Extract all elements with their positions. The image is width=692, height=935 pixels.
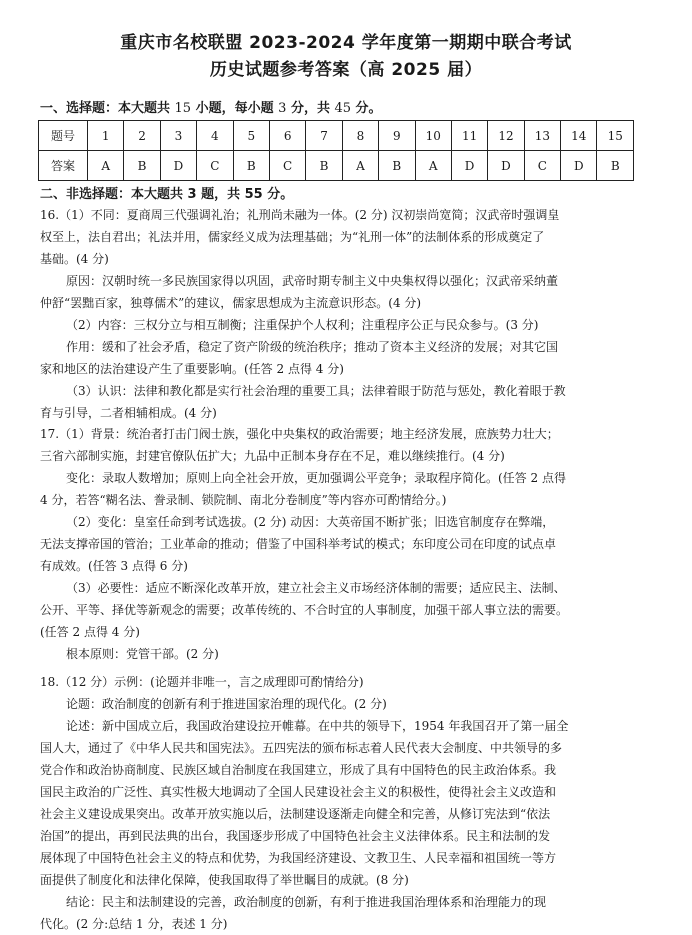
answer-line: 17.（1）背景：统治者打击门阀士族，强化中央集权的政治需要；地主经济发展，庶族势力壮大； [40,427,559,441]
answer-cell: A [415,151,451,181]
question-16-answer [40,204,640,424]
answer-cell: B [306,151,342,181]
question-number-cell: 9 [379,121,415,151]
section1-question-count: 15 [174,101,192,116]
section1-heading-part: 小题，每小题 [191,101,279,116]
answer-line: 结论：民主和法制建设的完善，政治制度的创新，有利于推进我国治理体系和治理能力的现 [66,895,547,909]
answer-line: 无法支撑帝国的管治；工业革命的推动；借鉴了中国科举考试的模式；东印度公司在印度的试点卓 [40,537,557,551]
question-number-cell: 14 [561,121,597,151]
section1-points-each: 3 [278,101,287,116]
question-number-cell: 13 [524,121,560,151]
section1-heading-part: 分。 [351,101,382,116]
question-number-cell: 12 [488,121,524,151]
answer-line: （3）认识：法律和教化都是实行社会治理的重要工具；法律着眼于防范与惩处，教化着眼于教 [66,384,566,398]
answer-line: 权至上，法自君出；礼法并用，儒家经义成为法理基础；为“礼刑一体”的法制体系的形成奠定了 [40,230,545,244]
answer-line: 育与引导，二者相辅相成。(4 分) [40,406,217,420]
answer-line: 18.（12 分）示例：(论题并非唯一，言之成理即可酌情给分) [40,675,364,689]
question-number-cell: 2 [124,121,160,151]
answer-line: 家和地区的法治建设产生了重要影响。(任答 2 点得 4 分) [40,362,344,376]
answer-cell: C [197,151,233,181]
answer-line: （2）内容：三权分立与相互制衡；注重保护个人权利；注重程序公正与民众参与。(3 分) [66,318,539,332]
answer-cell: D [451,151,487,181]
answer-line: 公开、平等、择优等新观念的需要；改革传统的、不合时宜的人事制度，加强干部人事立法的需要。 [40,603,569,617]
question-17-answer [40,423,640,665]
section1-heading-part: 一、选择题：本大题共 [40,101,175,116]
answer-cell: D [561,151,597,181]
answer-line: (任答 2 点得 4 分) [40,625,140,639]
question-number-cell: 1 [88,121,124,151]
answer-line: 有成效。(任答 3 点得 6 分) [40,559,188,573]
answer-cell: C [269,151,305,181]
answer-line: 国民主政治的广泛性、真实性极大地调动了全国人民建设社会主义的积极性，使得社会主义改造和 [40,785,557,799]
answer-line: 治国”的提出，再到民法典的出台，我国逐步形成了中国特色社会主义法律体系。民主和法制的发 [40,829,551,843]
answer-line: 原因：汉朝时统一多民族国家得以巩固，武帝时期专制主义中央集权得以强化；汉武帝采纳董 [66,274,559,288]
answer-line: 论述：新中国成立后，我国政治建设拉开帷幕。在中共的领导下，1954 年我国召开了第一届全 [66,719,569,733]
answer-cell: B [233,151,269,181]
answer-table [38,120,634,181]
answer-line: 党合作和政治协商制度、民族区域自治制度在我国建立，形成了具有中国特色的民主政治体系。我 [40,763,557,777]
answer-row [39,151,634,181]
row-label-question-number: 题号 [39,121,88,151]
question-number-row [39,121,634,151]
row-label-answer: 答案 [39,151,88,181]
question-number-cell: 6 [269,121,305,151]
document-title: 重庆市名校联盟 2023-2024 学年度第一期期中联合考试 [120,33,572,53]
question-number-cell: 10 [415,121,451,151]
answer-cell: C [524,151,560,181]
question-number-cell: 4 [197,121,233,151]
answer-line: 面提供了制度化和法律化保障，使我国取得了举世瞩目的成就。(8 分) [40,873,409,887]
answer-line: 国人大，通过了《中华人民共和国宪法》。五四宪法的颁布标志着人民代表大会制度、中共领导的多 [40,741,563,755]
answer-line: （2）变化：皇室任命到考试选拔。(2 分) 动因：大英帝国不断扩张；旧选官制度存在弊端， [66,515,555,529]
question-number-cell: 5 [233,121,269,151]
section1-total-points: 45 [334,101,352,116]
question-number-cell: 15 [597,121,634,151]
question-number-cell: 3 [160,121,196,151]
section1-heading [40,97,382,116]
answer-line: （3）必要性：适应不断深化改革开放，建立社会主义市场经济体制的需要；适应民主、法制、 [66,581,566,595]
answer-line: 根本原则：党管干部。(2 分) [66,647,219,661]
question-18-answer [40,671,640,935]
answer-cell: A [342,151,378,181]
document-subtitle: 历史试题参考答案（高 2025 届） [209,60,483,80]
answer-cell: B [379,151,415,181]
answer-cell: B [124,151,160,181]
question-number-cell: 7 [306,121,342,151]
answer-line: 代化。(2 分:总结 1 分，表述 1 分) [40,917,228,931]
answer-line: 作用：缓和了社会矛盾，稳定了资产阶级的统治秩序；推动了资本主义经济的发展；对其它国 [66,340,559,354]
answer-line: 论题：政治制度的创新有利于推进国家治理的现代化。(2 分) [66,697,387,711]
question-number-cell: 8 [342,121,378,151]
answer-line: 社会主义建设成果突出。改革开放实施以后，法制建设逐渐走向健全和完善，从修订宪法到“依法 [40,807,551,821]
answer-line: 展体现了中国特色社会主义的特点和优势，为我国经济建设、文教卫生、人民幸福和祖国统一等方 [40,851,557,865]
answer-line: 4 分，若答“糊名法、誊录制、锁院制、南北分卷制度”等内容亦可酌情给分。) [40,493,447,507]
answer-line: 仲舒“罢黜百家，独尊儒术”的建议，儒家思想成为主流意识形态。(4 分) [40,296,422,310]
question-number-cell: 11 [451,121,487,151]
answer-cell: D [160,151,196,181]
answer-line: 三省六部制实施，封建官僚队伍扩大；九品中正制本身存在不足，难以继续推行。(4 分) [40,449,505,463]
answer-line: 16.（1）不同：夏商周三代强调礼治；礼刑尚未融为一体。(2 分) 汉初崇尚宽简；汉武帝时强调皇 [40,208,560,222]
section1-heading-part: 分，共 [286,101,335,116]
answer-line: 基础。(4 分) [40,252,109,266]
answer-cell: A [88,151,124,181]
answer-line: 变化：录取人数增加；原则上向全社会开放，更加强调公平竞争；录取程序简化。(任答 2 点得 [66,471,566,485]
section2-heading: 二、非选择题：本大题共 3 题，共 55 分。 [40,187,294,202]
answer-cell: D [488,151,524,181]
answer-cell: B [597,151,634,181]
